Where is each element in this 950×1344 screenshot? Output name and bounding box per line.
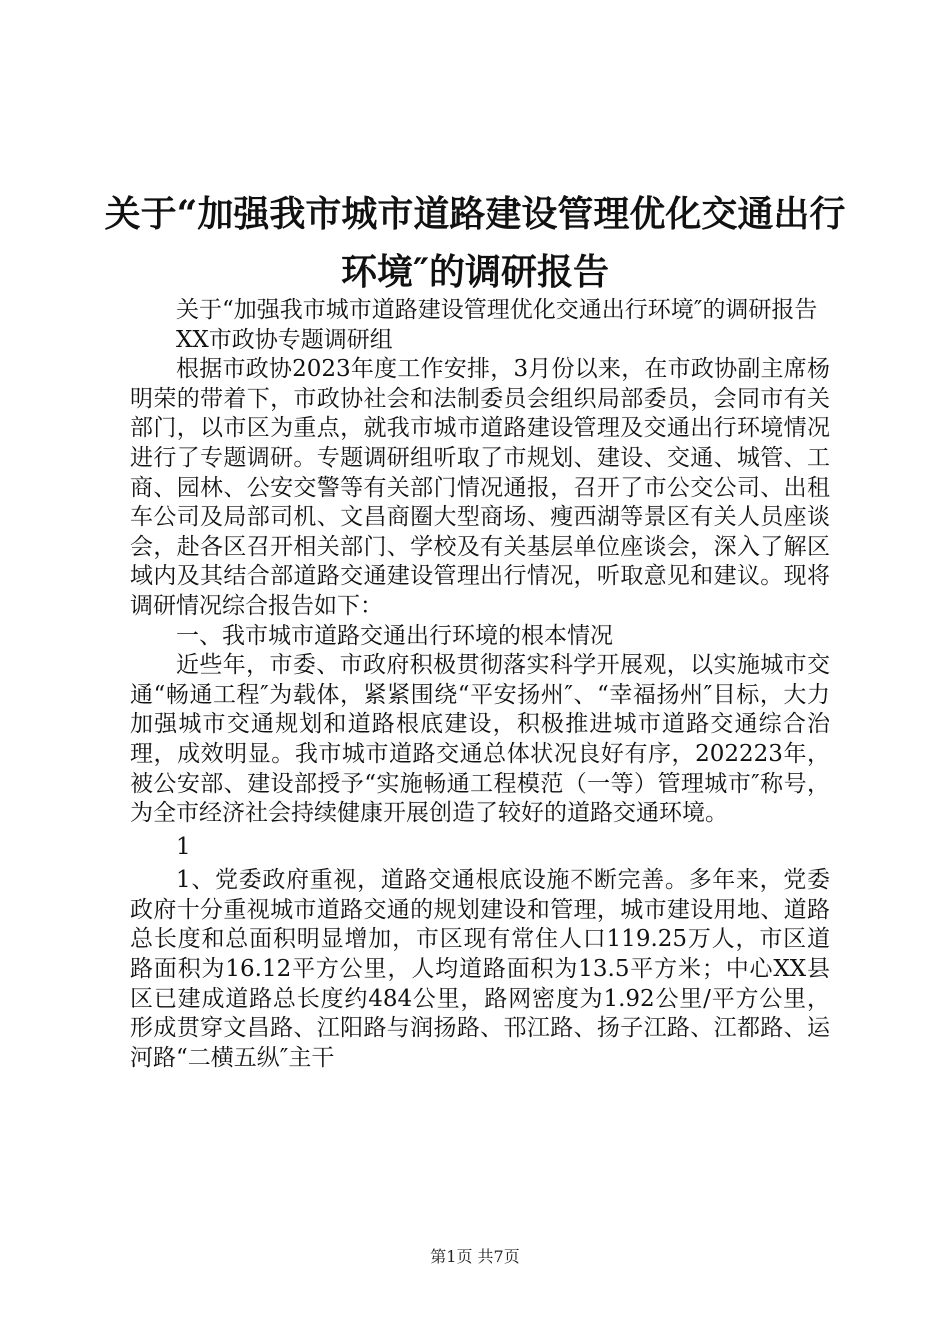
paragraph-point-1: 1、党委政府重视，道路交通根底设施不断完善。多年来，党委政府十分重视城市道路交通的规划建设和管理，城市建设用地、道路总长度和总面积明显增加，市区现有常住人口119.25万人，市区道路面积为16.12平方公里，人均道路面积为13.5平方米；中心XX县区已建成道路总长度约484公里，路网密度为1.92公里/平方公里，形成贯穿文昌路、江阳路与润扬路、邗江路、扬子江路、江都路、运河路“二横五纵″主干 bbox=[130, 867, 830, 1071]
paragraph-author: XX市政协专题调研组 bbox=[176, 326, 393, 353]
document-body bbox=[130, 296, 830, 1073]
paragraph-intro: 根据市政协2023年度工作安排，3月份以来，在市政协副主席杨明荣的带着下，市政协社会和法制委员会组织局部委员，会同市有关部门，以市区为重点，就我市城市道路建设管理及交通出行环境情况进行了专题调研。专题调研组听取了市规划、建设、交通、城管、工商、园林、公安交警等有关部门情况通报，召开了市公交公司、出租车公司及局部司机、文昌商圈大型商场、瘦西湖等景区有关人员座谈会，赴各区召开相关部门、学校及有关基层单位座谈会，深入了解区域内及其结合部道路交通建设管理出行情况，听取意见和建议。现将调研情况综合报告如下： bbox=[130, 356, 830, 619]
section-heading: 一、我市城市道路交通出行环境的根本情况 bbox=[176, 622, 613, 649]
document-title: 关于“加强我市城市道路建设管理优化交通出行环境″的调研报告 bbox=[104, 193, 846, 293]
paragraph-subtitle: 关于“加强我市城市道路建设管理优化交通出行环境″的调研报告 bbox=[176, 297, 818, 323]
page-footer: 第1页 共7页 bbox=[430, 1247, 520, 1266]
paragraph-overview: 近些年，市委、市政府积极贯彻落实科学开展观，以实施城市交通“畅通工程″为载体，紧紧围绕“平安扬州″、“幸福扬州″目标，大力加强城市交通规划和道路根底建设，积极推进城市道路交通综合治理，成效明显。我市城市道路交通总体状况良好有序，202223年，被公安部、建设部授予“实施畅通工程模范（一等）管理城市″称号，为全市经济社会持续健康开展创造了较好的道路交通环境。 bbox=[130, 652, 830, 827]
inline-page-number: 1 bbox=[176, 833, 191, 860]
